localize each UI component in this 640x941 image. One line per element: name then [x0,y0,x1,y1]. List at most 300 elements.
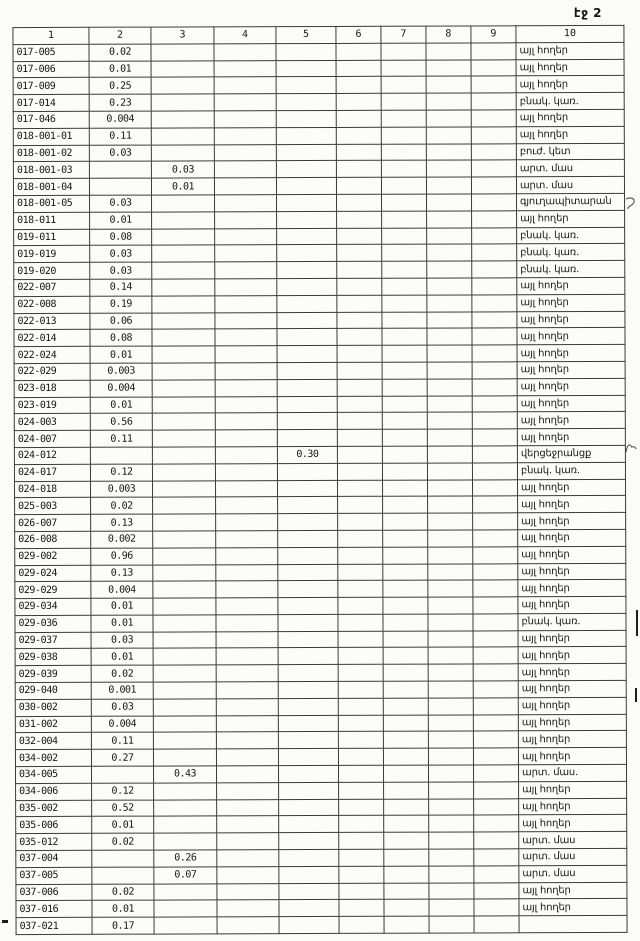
header-col-1: 1 [13,27,89,44]
cell-col-1: 029-039 [15,666,91,683]
cell-col-10: այլ հողեր [518,513,626,530]
cell-col-3 [152,413,215,430]
cell-col-1: 017-014 [13,94,89,111]
cell-col-4 [216,715,278,732]
cell-col-5 [279,799,339,816]
cell-col-5 [278,665,338,682]
cell-col-5 [277,396,337,413]
cell-col-3 [151,94,214,111]
cell-col-3 [153,480,216,497]
cell-col-8 [427,261,472,278]
cell-col-10: այլ հողեր [516,42,624,59]
cell-col-4 [217,816,279,833]
cell-col-8 [426,76,471,93]
cell-col-4 [216,598,278,615]
cell-col-9 [472,379,517,396]
table-row [14,193,625,212]
cell-col-1: 022-007 [14,279,90,296]
table-row [16,832,627,851]
cell-col-5 [277,430,337,447]
cell-col-2: 0.01 [90,346,152,363]
cell-col-6 [339,917,384,934]
cell-col-2: 0.01 [90,212,152,229]
cell-col-6 [338,698,383,715]
cell-col-9 [472,295,517,312]
cell-col-10: բնակ. կառ. [518,613,626,630]
cell-col-7 [381,60,426,77]
cell-col-2: 0.56 [90,413,152,430]
cell-col-3 [152,430,215,447]
cell-col-3 [151,44,214,61]
cell-col-9 [472,211,517,228]
cell-col-1: 017-006 [13,61,89,78]
cell-col-3 [152,245,215,262]
cell-col-7 [383,732,428,749]
table-row [15,546,626,565]
table-row [13,177,624,196]
cell-col-8 [428,597,473,614]
cell-col-4 [214,77,276,94]
table-row [13,126,624,145]
cell-col-8 [428,698,473,715]
cell-col-1: 030-002 [15,699,91,716]
cell-col-1: 024-012 [14,447,90,464]
cell-col-2: 0.13 [91,514,153,531]
cell-col-10: արտ. մաս [516,160,624,177]
table-body [13,42,627,934]
cell-col-1: 025-003 [15,498,91,515]
table-row [16,815,627,834]
cell-col-7 [382,429,427,446]
cell-col-9 [472,278,517,295]
cell-col-1: 029-029 [15,582,91,599]
cell-col-10: այլ հողեր [516,76,624,93]
table-row [14,445,625,464]
cell-col-7 [382,446,427,463]
cell-col-6 [337,396,382,413]
cell-col-3 [151,60,214,77]
cell-col-1: 034-002 [15,750,91,767]
cell-col-6 [338,732,383,749]
cell-col-6 [339,866,384,883]
cell-col-10: բնակ. կառ. [517,227,625,244]
cell-col-7 [381,160,426,177]
cell-col-5 [278,732,338,749]
cell-col-9 [473,748,518,765]
cell-col-1: 029-002 [15,548,91,565]
cell-col-8 [426,110,471,127]
cell-col-8 [426,60,471,77]
cell-col-3: 0.01 [151,178,214,195]
table-row [15,513,626,532]
cell-col-6 [337,194,382,211]
cell-col-6 [336,93,381,110]
table-row [14,345,625,364]
cell-col-9 [473,664,518,681]
cell-col-3 [152,329,215,346]
cell-col-6 [337,211,382,228]
cell-col-6 [339,799,384,816]
cell-col-9 [473,714,518,731]
cell-col-9 [473,580,518,597]
cell-col-2: 0.11 [90,430,152,447]
cell-col-6 [337,413,382,430]
table-row [14,261,625,280]
cell-col-8 [428,631,473,648]
cell-col-5 [278,581,338,598]
cell-col-9 [471,76,516,93]
cell-col-9 [473,681,518,698]
cell-col-7 [381,110,426,127]
cell-col-2: 0.02 [91,665,153,682]
cell-col-8 [427,412,472,429]
cell-col-2: 0.002 [91,531,153,548]
cell-col-4 [216,564,278,581]
cell-col-8 [427,395,472,412]
cell-col-3 [153,615,216,632]
cell-col-8 [427,328,472,345]
cell-col-8 [427,362,472,379]
cell-col-9 [473,547,518,564]
cell-col-6 [338,564,383,581]
cell-col-8 [429,916,474,933]
cell-col-3 [153,749,216,766]
cell-col-3 [152,262,215,279]
cell-col-4 [215,430,277,447]
cell-col-2: 0.02 [92,833,154,850]
cell-col-2: 0.01 [89,61,151,78]
cell-col-7 [382,295,427,312]
cell-col-3 [153,665,216,682]
cell-col-9 [472,479,517,496]
cell-col-9 [474,882,519,899]
cell-col-8 [428,563,473,580]
cell-col-10: այլ հողեր [517,345,625,362]
cell-col-8 [428,580,473,597]
cell-col-1: 037-021 [16,918,92,935]
cell-col-10: բնակ. կառ. [517,244,625,261]
cell-col-9 [471,177,516,194]
cell-col-4 [215,228,277,245]
cell-col-1: 022-029 [14,363,90,380]
scan-artifact [636,610,638,636]
cell-col-2: 0.03 [90,262,152,279]
cell-col-5 [277,211,337,228]
cell-col-1: 035-012 [16,834,92,851]
cell-col-10: բնակ. կառ. [517,462,625,479]
cell-col-10: այլ հողեր [516,109,624,126]
cell-col-9 [472,261,517,278]
cell-col-10: այլ հողեր [518,748,626,765]
table-row [14,378,625,397]
cell-col-6 [336,161,381,178]
cell-col-4 [216,514,278,531]
cell-col-2: 0.17 [92,917,154,934]
cell-col-10: այլ հողեր [517,210,625,227]
cell-col-2: 0.23 [89,94,151,111]
cell-col-1: 029-034 [15,598,91,615]
cell-col-4 [215,413,277,430]
cell-col-6 [337,312,382,329]
table-row [13,76,624,95]
cell-col-3 [152,396,215,413]
cell-col-6 [336,110,381,127]
cell-col-3: 0.03 [151,161,214,178]
cell-col-3 [152,212,215,229]
cell-col-3 [153,514,216,531]
cell-col-9 [473,765,518,782]
cell-col-6 [338,749,383,766]
cell-col-3 [154,783,217,800]
cell-col-7 [384,816,429,833]
cell-col-6 [337,278,382,295]
cell-col-6 [336,43,381,60]
cell-col-7 [382,211,427,228]
table-row [15,664,626,683]
cell-col-4 [215,363,277,380]
cell-col-7 [381,77,426,94]
cell-col-9 [471,127,516,144]
cell-col-4 [216,665,278,682]
cell-col-8 [429,782,474,799]
cell-col-5 [279,917,339,934]
cell-col-4 [216,682,278,699]
cell-col-4 [215,295,277,312]
table-row [15,731,626,750]
cell-col-6 [337,228,382,245]
cell-col-2: 0.27 [91,749,153,766]
cell-col-4 [216,547,278,564]
cell-col-2: 0.004 [91,716,153,733]
cell-col-3 [153,581,216,598]
land-parcel-table [12,25,627,935]
cell-col-1: 018-001-04 [13,178,89,195]
handwritten-mark-icon [624,440,638,456]
handwritten-mark-icon [624,196,638,212]
cell-col-10: այլ հողեր [517,277,625,294]
table-row [15,714,626,733]
cell-col-1: 019-020 [14,262,90,279]
cell-col-9 [472,244,517,261]
cell-col-2: 0.01 [92,817,154,834]
cell-col-2: 0.01 [91,649,153,666]
cell-col-6 [338,765,383,782]
cell-col-2: 0.03 [90,245,152,262]
cell-col-6 [337,345,382,362]
table-row [13,143,624,162]
cell-col-6 [337,362,382,379]
cell-col-5 [279,849,339,866]
cell-col-3 [152,279,215,296]
cell-col-8 [426,127,471,144]
table-container [12,25,626,935]
cell-col-5 [278,480,338,497]
cell-col-2: 0.01 [91,615,153,632]
cell-col-4 [215,463,277,480]
cell-col-1: 019-011 [14,229,90,246]
cell-col-1: 029-037 [15,632,91,649]
cell-col-9 [471,110,516,127]
cell-col-6 [338,715,383,732]
table-row [15,580,626,599]
cell-col-10: այլ հողեր [518,647,626,664]
cell-col-7 [384,866,429,883]
cell-col-4 [216,749,278,766]
cell-col-7 [383,664,428,681]
table-row [15,630,626,649]
cell-col-5 [276,77,336,94]
cell-col-9 [472,446,517,463]
table-header [13,25,624,44]
table-row [16,882,627,901]
cell-col-1: 029-024 [15,565,91,582]
cell-col-7 [383,564,428,581]
cell-col-4 [215,396,277,413]
cell-col-7 [381,43,426,60]
cell-col-1: 024-003 [14,414,90,431]
cell-col-5 [277,278,337,295]
cell-col-7 [384,916,429,933]
cell-col-6 [338,547,383,564]
table-row [14,311,625,330]
cell-col-9 [471,143,516,160]
cell-col-5 [278,614,338,631]
cell-col-8 [427,211,472,228]
cell-col-6 [338,665,383,682]
cell-col-3 [152,346,215,363]
cell-col-1: 026-008 [15,531,91,548]
cell-col-6 [336,60,381,77]
cell-col-3 [153,548,216,565]
cell-col-5 [278,547,338,564]
cell-col-7 [383,547,428,564]
cell-col-9 [473,496,518,513]
cell-col-6 [337,480,382,497]
cell-col-4 [215,262,277,279]
cell-col-1: 026-007 [15,514,91,531]
table-row [16,781,627,800]
cell-col-10: այլ հողեր [519,882,627,899]
cell-col-8 [429,883,474,900]
cell-col-5 [278,564,338,581]
cell-col-9 [471,43,516,60]
cell-col-8 [428,681,473,698]
cell-col-7 [384,782,429,799]
cell-col-6 [337,463,382,480]
cell-col-6 [337,446,382,463]
cell-col-10: այլ հողեր [517,412,625,429]
cell-col-5 [276,178,336,195]
cell-col-2: 0.96 [91,548,153,565]
cell-col-5 [276,110,336,127]
cell-col-2: 0.12 [90,464,152,481]
cell-col-8 [429,899,474,916]
cell-col-4 [214,43,276,60]
cell-col-3 [153,716,216,733]
cell-col-10: այլ հողեր [518,563,626,580]
cell-col-6 [339,816,384,833]
cell-col-3 [151,77,214,94]
cell-col-8 [427,446,472,463]
cell-col-1: 035-002 [16,800,92,817]
cell-col-4 [214,127,276,144]
cell-col-2: 0.13 [91,565,153,582]
cell-col-5 [276,127,336,144]
cell-col-8 [427,228,472,245]
cell-col-3 [152,464,215,481]
cell-col-1: 017-009 [13,78,89,95]
cell-col-9 [473,647,518,664]
cell-col-7 [383,530,428,547]
cell-col-2: 0.01 [91,598,153,615]
cell-col-5 [276,144,336,161]
cell-col-7 [383,597,428,614]
cell-col-4 [217,850,279,867]
cell-col-7 [381,127,426,144]
cell-col-3 [153,682,216,699]
cell-col-5 [279,866,339,883]
cell-col-10: այլ հողեր [518,681,626,698]
cell-col-10: այլ հողեր [517,294,625,311]
cell-col-1: 029-038 [15,649,91,666]
cell-col-10: այլ հողեր [518,546,626,563]
cell-col-9 [472,429,517,446]
cell-col-8 [428,647,473,664]
cell-col-9 [471,59,516,76]
cell-col-2 [91,766,153,783]
cell-col-2: 0.03 [91,699,153,716]
cell-col-6 [336,144,381,161]
cell-col-10: այլ հողեր [516,126,624,143]
cell-col-9 [474,798,519,815]
cell-col-5 [278,530,338,547]
cell-col-7 [381,93,426,110]
table-row [14,210,625,229]
cell-col-1: 017-046 [13,111,89,128]
cell-col-10: այլ հողեր [518,529,626,546]
cell-col-2: 0.25 [89,77,151,94]
cell-col-4 [215,379,277,396]
cell-col-5 [279,900,339,917]
cell-col-10: այլ հողեր [516,59,624,76]
cell-col-7 [381,177,426,194]
cell-col-3 [151,144,214,161]
table-row [13,59,624,78]
cell-col-7 [382,244,427,261]
table-row [15,748,626,767]
cell-col-4 [216,480,278,497]
table-row [16,798,627,817]
cell-col-5 [277,262,337,279]
cell-col-9 [472,412,517,429]
cell-col-3 [154,833,217,850]
cell-col-10: այլ հողեր [517,361,625,378]
cell-col-6 [336,127,381,144]
cell-col-1: 022-013 [14,313,90,330]
cell-col-1: 024-017 [14,464,90,481]
cell-col-3: 0.07 [154,867,217,884]
cell-col-4 [217,883,279,900]
cell-col-2: 0.11 [89,128,151,145]
cell-col-1: 018-001-02 [13,145,89,162]
table-row [14,429,625,448]
cell-col-10: վերցեջրանցք [517,445,625,462]
cell-col-5 [277,245,337,262]
cell-col-8 [429,866,474,883]
cell-col-3: 0.43 [153,766,216,783]
cell-col-10: այլ հողեր [517,395,625,412]
table-row [16,865,627,884]
